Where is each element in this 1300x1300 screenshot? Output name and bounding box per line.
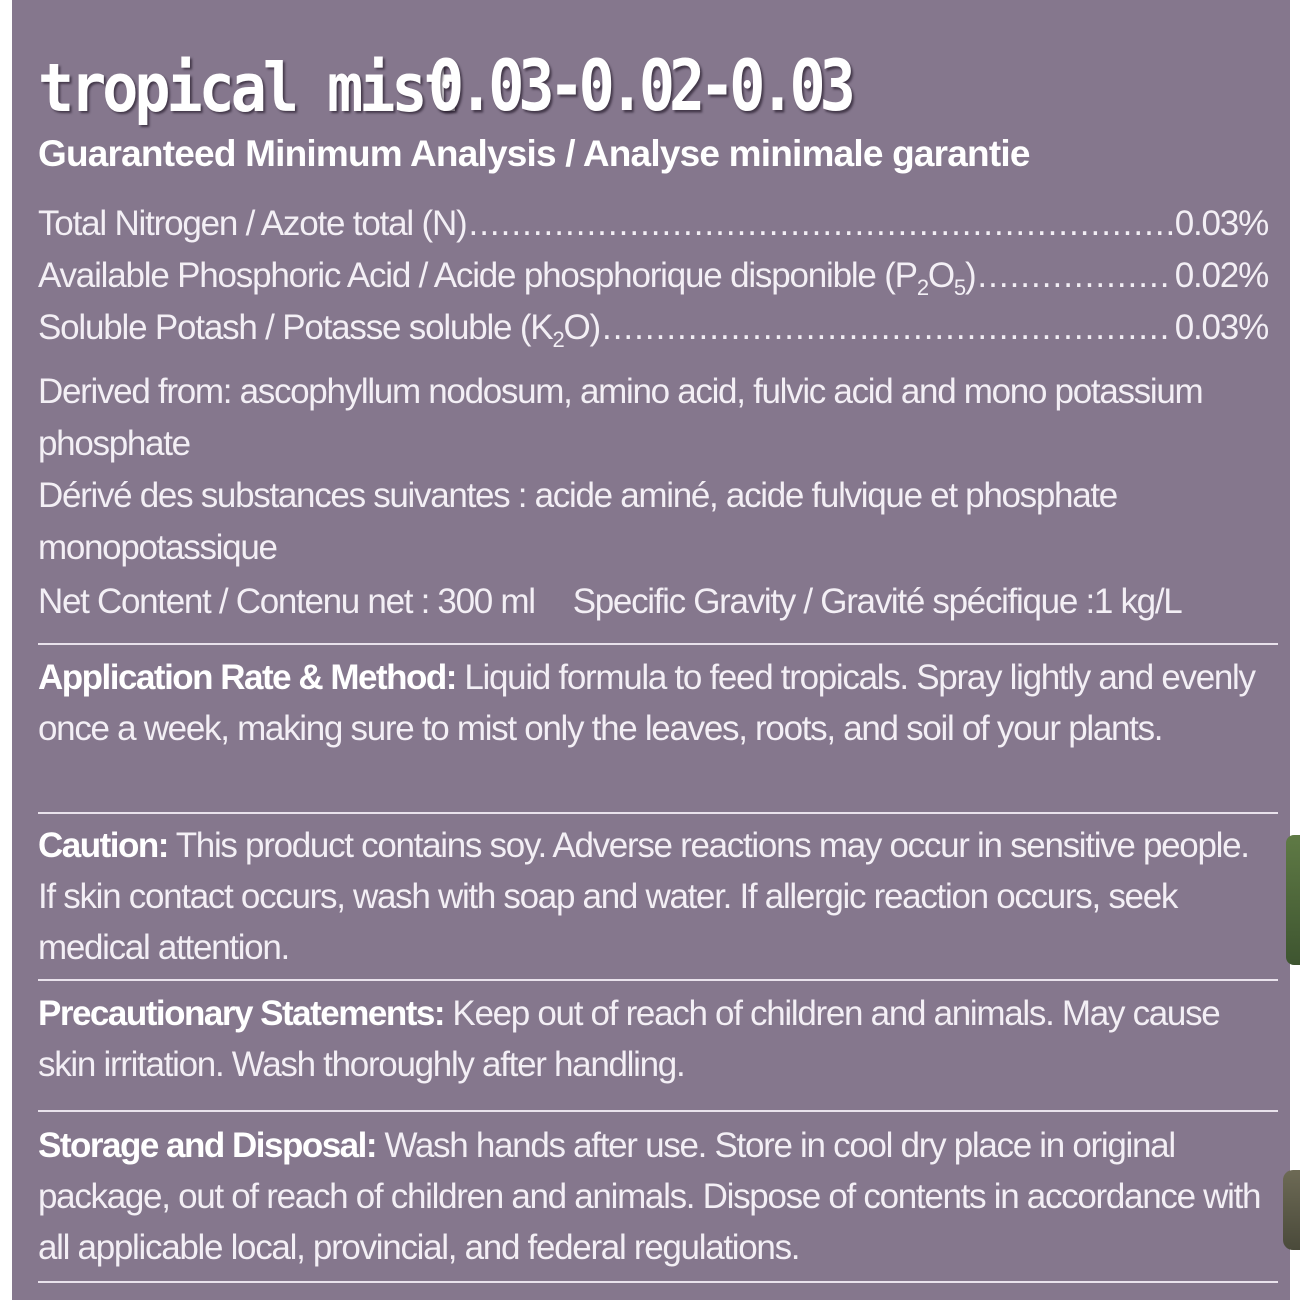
precautionary-text: Keep out of reach of children and animals. May cause skin irritation. Wash thoroughly after handling. — [38, 994, 1220, 1084]
derived-english: Derived from: ascophyllum nodosum, amino acid, fulvic acid and mono potassium phosphate — [38, 372, 1203, 463]
nutrient-row-nitrogen — [38, 204, 1268, 256]
subscript: 2 — [916, 275, 928, 300]
section-divider — [38, 979, 1278, 981]
nutrient-percent: 0.03% — [1174, 308, 1268, 347]
subscript: 2 — [552, 327, 564, 352]
storage-text: Wash hands after use. Store in cool dry place in original package, out of reach of children and animals. Dispose of contents in accordance with all applicable local, provincial, and federal regulations. — [38, 1126, 1261, 1267]
nutrient-name-prefix: Soluble Potash / Potasse soluble (K — [38, 308, 553, 347]
precautionary-section — [38, 988, 1270, 1090]
application-text: Liquid formula to feed tropicals. Spray lightly and evenly once a week, making sure to mist only the leaves, roots, and soil of your plants. — [38, 658, 1255, 748]
caution-text: This product contains soy. Adverse reactions may occur in sensitive people. If skin contact occurs, wash with soap and water. If allergic reaction occurs, seek medical attention. — [38, 826, 1249, 967]
dot-leader — [977, 256, 1172, 296]
label-header — [38, 44, 850, 128]
precautionary-title: Precautionary Statements: — [38, 994, 444, 1033]
nutrient-name-suffix: ) — [964, 256, 976, 295]
dot-leader — [468, 204, 1172, 244]
nutrient-name — [38, 256, 976, 300]
product-name: tropical mist — [38, 49, 456, 128]
nutrient-name-mid: O — [927, 256, 954, 295]
section-divider — [38, 1110, 1278, 1112]
section-divider — [38, 643, 1278, 645]
storage-section — [38, 1120, 1270, 1273]
nutrient-name: Total Nitrogen / Azote total (N) — [38, 204, 467, 243]
section-divider — [38, 1281, 1278, 1283]
nutrient-percent: 0.03% — [1174, 204, 1268, 243]
leaf-image-fragment — [1286, 835, 1300, 965]
section-divider — [38, 812, 1278, 814]
caution-section — [38, 820, 1270, 973]
nutrient-name-prefix: Available Phosphoric Acid / Acide phosphorique disponible (P — [38, 256, 917, 295]
caution-title: Caution: — [38, 826, 168, 865]
nutrient-percent: 0.02% — [1174, 256, 1268, 295]
application-section — [38, 652, 1270, 754]
nutrient-row-phosphoric-acid — [38, 256, 1268, 308]
derived-french: Dérivé des substances suivantes : acide aminé, acide fulvique et phosphate monopotassique — [38, 476, 1117, 567]
nutrient-name-suffix: O) — [563, 308, 600, 347]
nutrient-list — [38, 204, 1268, 360]
nutrient-row-potash — [38, 308, 1268, 360]
subscript: 5 — [953, 275, 965, 300]
product-label-panel — [12, 0, 1290, 1300]
dot-leader — [602, 308, 1173, 348]
specific-gravity: Specific Gravity / Gravité spécifique :1 kg/L — [572, 582, 1182, 621]
derived-from-block — [38, 366, 1270, 574]
net-content: Net Content / Contenu net : 300 ml — [38, 582, 535, 621]
npk-ratio: 0.03-0.02-0.03 — [428, 45, 850, 128]
application-title: Application Rate & Method: — [38, 658, 456, 697]
leaf-image-fragment — [1283, 1170, 1300, 1250]
net-content-row — [38, 576, 1270, 628]
nutrient-name — [38, 308, 600, 352]
storage-title: Storage and Disposal: — [38, 1126, 377, 1165]
analysis-subtitle: Guaranteed Minimum Analysis / Analyse minimale garantie — [38, 133, 1030, 174]
